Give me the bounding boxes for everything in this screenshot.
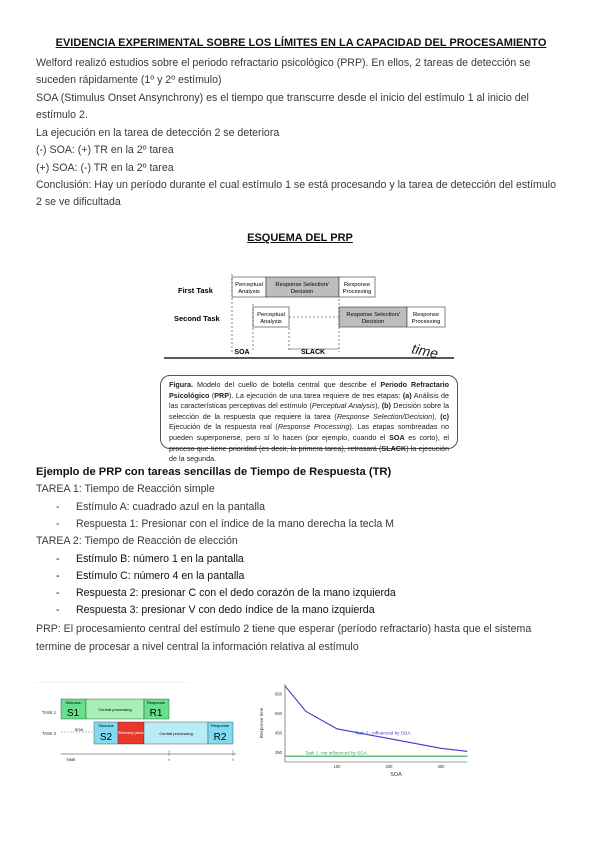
intro-line-6: (-) SOA: (+) TR en la 2º tarea	[36, 144, 174, 156]
first-task-label: First Task	[178, 286, 213, 295]
r2-response-text: Response	[210, 723, 230, 728]
series-2-label: Task 1 -not influenced by SOA	[305, 750, 367, 756]
series-2-point	[389, 756, 390, 757]
t1-response-text: Response	[343, 282, 371, 288]
y-tick-label: 350	[275, 749, 282, 755]
t1-marker-label: t	[168, 757, 170, 762]
series-line-1	[285, 686, 467, 751]
intro-line-9: 2 se ve dificultada	[36, 196, 121, 208]
prp-diagram	[160, 266, 460, 366]
figure-caption: Figura. Modelo del cuello de botella central que describe el Periodo Refractario Psicológico (PRP). La ejecución de una tarea requiere de tres etapas: (a) Análisis de las características perceptivas del estímulo (Perceptual Analysis), (b) Decisión sobre la selección de la respuesta que requiere la tarea (Response Selection/Decision), (c) Ejecución de la respuesta real (Response Processing). Las etapas sombreadas no pueden superponerse, pero sí lo hacen (por ejemplo, cuando el SOA es corto), el proceso que tiene prioridad (es decir, la primera tarea), retrasará (SLACK) la ejecución de la segunda.	[160, 375, 458, 449]
time-handwritten-label: time	[410, 340, 440, 362]
t2-marker-label: t	[232, 757, 234, 762]
series-2-point	[441, 756, 442, 757]
prp-text-line-2: termine de procesar a nivel central la información relativa al estímulo	[36, 641, 359, 653]
page-title: EVIDENCIA EXPERIMENTAL SOBRE LOS LÍMITES EN LA CAPACIDAD DEL PROCESAMIENTO	[55, 37, 547, 49]
time-label: TIME	[66, 757, 76, 762]
tarea2-heading: TAREA 2: Tiempo de Reacción de elección	[36, 535, 238, 547]
x-tick-label: 100	[333, 764, 341, 769]
refractory-text: Refractory period	[117, 731, 145, 735]
central1-text: Central processing	[98, 707, 132, 712]
soa-timeline-text: SOA	[74, 727, 84, 732]
x-tick-label: 300	[437, 764, 445, 769]
soa-chart	[255, 680, 475, 780]
s2-text: S2	[99, 732, 113, 743]
t2-analysis-text: Analysis	[260, 319, 282, 325]
series-1-label: Task 2 - influenced by SOA	[355, 730, 411, 736]
schema-title: ESQUEMA DEL PRP	[247, 232, 353, 244]
x-tick-label: 200	[385, 764, 393, 769]
second-task-label: Second Task	[174, 314, 220, 323]
intro-line-3: SOA (Stimulus Onset Ansynchrony) es el tiempo que transcurre desde el inicio del estímulo 1 al inicio del	[36, 92, 529, 104]
y-tick-label: 450	[275, 730, 282, 736]
s2-stimulus-text: Stimulus	[98, 723, 114, 728]
tarea1-heading: TAREA 1: Tiempo de Reacción simple	[36, 483, 215, 495]
task2-label: TASK 2	[42, 731, 57, 736]
intro-line-8: Conclusión: Hay un período durante el cual estímulo 1 se está procesando y la tarea de detección del estímulo	[36, 179, 556, 191]
slack-label: SLACK	[300, 349, 326, 356]
task1-label: TASK 1	[42, 710, 57, 715]
t2-perceptual-text: Perceptual	[257, 312, 285, 318]
example-heading: Ejemplo de PRP con tareas sencillas de Tiempo de Respuesta (TR)	[36, 466, 392, 478]
intro-line-5: La ejecución en la tarea de detección 2 se deteriora	[36, 127, 280, 139]
list-item: - Estímulo B: número 1 en la pantalla	[56, 553, 244, 565]
t1-processing-text: Processing	[342, 289, 372, 295]
intro-line-7: (+) SOA: (-) TR en la 2º tarea	[36, 162, 174, 174]
r1-response-text: Response	[146, 700, 166, 705]
list-item: - Respuesta 3: presionar V con dedo índice de la mano izquierda	[56, 604, 375, 616]
soa-label: SOA	[234, 349, 250, 356]
t1-perceptual-text: Perceptual	[235, 282, 263, 288]
t1-analysis-text: Analysis	[238, 289, 260, 295]
series-2-point	[467, 756, 468, 757]
y-axis-label: Response time	[259, 707, 264, 739]
s1-text: S1	[66, 708, 80, 719]
x-axis-label: SOA	[390, 772, 402, 778]
t1-response-selection-text: Response Selection/	[275, 282, 329, 288]
y-tick-label: 550	[275, 710, 282, 716]
series-1-point	[305, 711, 306, 712]
prp-text-line-1: PRP: El procesamiento central del estímulo 2 tiene que esperar (período refractario) hasta que el sistema	[36, 623, 532, 635]
series-1-point	[467, 751, 468, 752]
series-1-point	[441, 748, 442, 749]
list-item: - Estímulo A: cuadrado azul en la pantalla	[56, 501, 266, 513]
series-2-point	[285, 756, 286, 757]
r1-text: R1	[149, 708, 163, 719]
t1-decision-text: Decision	[290, 289, 314, 295]
t2-processing-text: Processing	[411, 319, 441, 325]
series-1-point	[389, 738, 390, 739]
central2-text: Central processing	[159, 731, 193, 736]
intro-line-1: Welford realizó estudios sobre el periodo refractario psicológico (PRP). En ellos, 2 tareas de detección se	[36, 57, 531, 69]
task-timeline-figure	[36, 682, 241, 767]
list-item: - Respuesta 1: Presionar con el índice de la mano derecha la tecla M	[56, 518, 394, 530]
y-tick-label: 650	[275, 691, 282, 697]
intro-line-4: estímulo 2.	[36, 109, 88, 121]
list-item: - Respuesta 2: presionar C con el dedo corazón de la mano izquierda	[56, 587, 396, 599]
r2-text: R2	[213, 732, 227, 743]
t2-response-text: Response	[412, 312, 440, 318]
series-2-point	[337, 756, 338, 757]
s1-stimulus-text: Stimulus	[65, 700, 81, 705]
t2-response-selection-text: Response Selection/	[346, 312, 400, 318]
list-item: - Estímulo C: número 4 en la pantalla	[56, 570, 245, 582]
series-1-point	[337, 728, 338, 729]
series-1-point	[285, 685, 286, 686]
t2-decision-text: Decision	[361, 319, 385, 325]
intro-line-2: suceden rápidamente (1º y 2º estímulo)	[36, 74, 222, 86]
